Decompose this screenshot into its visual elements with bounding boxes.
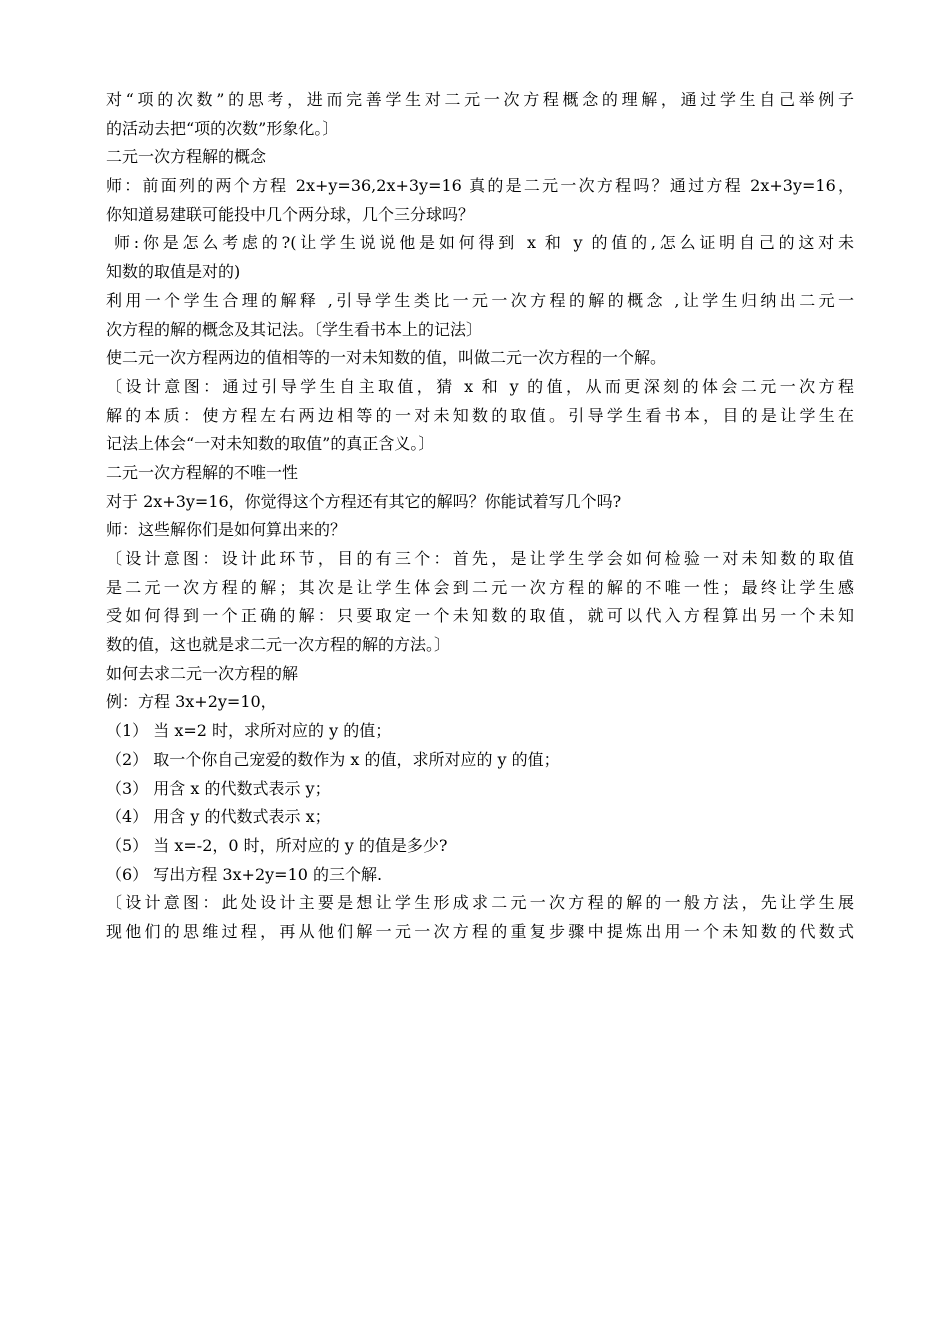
paragraph-line: 你知道易建联可能投中几个两分球，几个三分球吗？ [106,204,475,224]
paragraph-line: 师：前面列的两个方程 2x+y=36,2x+3y=16 真的是二元一次方程吗？通过方程 2x+3y=16， [106,176,854,196]
design-intent-line: 记法上体会“一对未知数的取值”的真正含义。〕 [106,434,435,454]
question-item: （4） 用含 y 的代数式表示 x； [106,807,331,827]
paragraph-line: 的活动去把“项的次数”形象化。〕 [106,118,339,138]
paragraph-line: 利用一个学生合理的解释 ,引导学生类比一元一次方程的解的概念 ,让学生归纳出二元一 [106,290,854,310]
design-intent-line: 解的本质：使方程左右两边相等的一对未知数的取值。引导学生看书本，目的是让学生在 [106,405,854,425]
question-item: （6） 写出方程 3x+2y=10 的三个解. [106,864,383,884]
paragraph-line: 师：这些解你们是如何算出来的？ [106,520,347,540]
section-heading: 二元一次方程解的概念 [106,147,267,167]
question-item: （5） 当 x=-2，0 时，所对应的 y 的值是多少? [106,835,448,855]
question-item: （3） 用含 x 的代数式表示 y； [106,778,331,798]
design-intent-line: 〔设计意图：设计此环节，目的有三个：首先，是让学生学会如何检验一对未知数的取值 [106,549,854,568]
design-intent-line: 数的值，这也就是求二元一次方程的解的方法。〕 [106,635,451,655]
paragraph-line: 知数的取值是对的) [106,262,241,282]
paragraph-line: 师:你是怎么考虑的?(让学生说说他是如何得到 x 和 y 的值的,怎么证明自己的这对未 [114,233,854,253]
design-intent-line: 〔设计意图：通过引导学生自主取值，猜 x 和 y 的值，从而更深刻的体会二元一次方程 [106,376,854,396]
question-item: （1） 当 x=2 时，求所对应的 y 的值； [106,721,392,741]
paragraph-line: 对“项的次数”的思考，进而完善学生对二元一次方程概念的理解，通过学生自己举例子 [106,90,854,109]
design-intent-line: 现他们的思维过程，再从他们解一元一次方程的重复步骤中提炼出用一个未知数的代数式 [106,921,854,941]
section-heading: 二元一次方程解的不唯一性 [106,462,299,482]
definition-line: 使二元一次方程两边的值相等的一对未知数的值，叫做二元一次方程的一个解。 [106,348,667,368]
section-heading: 如何去求二元一次方程的解 [106,663,299,683]
paragraph-line: 次方程的解的概念及其记法。〔学生看书本上的记法〕 [106,319,483,339]
design-intent-line: 〔设计意图：此处设计主要是想让学生形成求二元一次方程的解的一般方法，先让学生展 [106,893,854,913]
question-item: （2） 取一个你自己宠爱的数作为 x 的值，求所对应的 y 的值； [106,749,560,769]
document-page [106,86,854,947]
design-intent-line: 受如何得到一个正确的解：只要取定一个未知数的取值，就可以代入方程算出另一个未知 [106,606,854,626]
design-intent-line: 是二元一次方程的解；其次是让学生体会到二元一次方程的解的不唯一性；最终让学生感 [106,577,854,597]
paragraph-line: 对于 2x+3y=16，你觉得这个方程还有其它的解吗？你能试着写几个吗? [106,491,622,511]
example-line: 例：方程 3x+2y=10， [106,692,277,712]
